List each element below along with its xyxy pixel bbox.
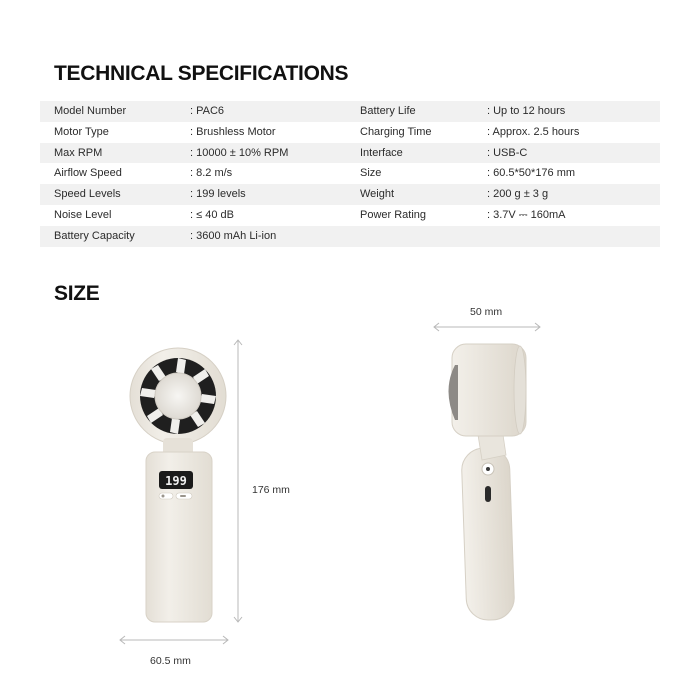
spec-value: : ≤ 40 dB: [190, 208, 234, 221]
fan-side-view: [449, 344, 527, 621]
spec-value: : 60.5*50*176 mm: [487, 167, 576, 180]
height-dimension: [234, 340, 242, 622]
spec-value: : 200 g ± 3 g: [487, 188, 549, 201]
spec-value: : PAC6: [190, 105, 225, 117]
display-reading: 199: [165, 474, 187, 488]
mode-icon: [180, 495, 186, 497]
spec-value: : 10000 ± 10% RPM: [190, 146, 289, 159]
spec-value: : 199 levels: [190, 188, 246, 201]
lanyard-hole-center: [486, 467, 490, 471]
usb-c-port-icon: [485, 486, 491, 502]
spec-label: Size: [360, 167, 382, 180]
depth-dimension: [434, 323, 540, 331]
spec-value: : 8.2 m/s: [190, 167, 233, 180]
spec-value: : 3600 mAh Li-ion: [190, 229, 277, 242]
spec-label: Airflow Speed: [54, 167, 122, 180]
height-label: 176 mm: [252, 484, 290, 496]
side-front-grill: [449, 365, 459, 420]
spec-label: Interface: [360, 146, 403, 159]
spec-label: Motor Type: [54, 125, 109, 138]
fan-center-mesh: [155, 373, 201, 419]
power-button: [159, 493, 173, 499]
spec-value: : Approx. 2.5 hours: [487, 125, 580, 138]
spec-label: Battery Life: [360, 105, 416, 117]
spec-value: : USB-C: [487, 146, 528, 159]
fan-front-view: [130, 348, 226, 622]
spec-value: : Up to 12 hours: [487, 105, 566, 117]
spec-label: Max RPM: [54, 146, 103, 159]
spec-label: Weight: [360, 188, 395, 201]
spec-label: Battery Capacity: [54, 229, 135, 242]
spec-label: Model Number: [54, 105, 127, 117]
side-rear-rim: [514, 346, 526, 434]
spec-value: : Brushless Motor: [190, 125, 276, 138]
spec-label: Charging Time: [360, 125, 432, 138]
spec-label: Power Rating: [360, 208, 427, 221]
specs-title: TECHNICAL SPECIFICATIONS: [54, 62, 349, 85]
depth-label: 50 mm: [470, 306, 503, 318]
spec-value: : 3.7V ⎓ 160mA: [487, 208, 566, 221]
width-label: 60.5 mm: [150, 655, 191, 667]
width-dimension: [120, 636, 228, 644]
spec-label: Noise Level: [54, 208, 112, 221]
size-title: SIZE: [54, 282, 100, 305]
power-icon: [162, 495, 165, 498]
spec-label: Speed Levels: [54, 188, 121, 201]
